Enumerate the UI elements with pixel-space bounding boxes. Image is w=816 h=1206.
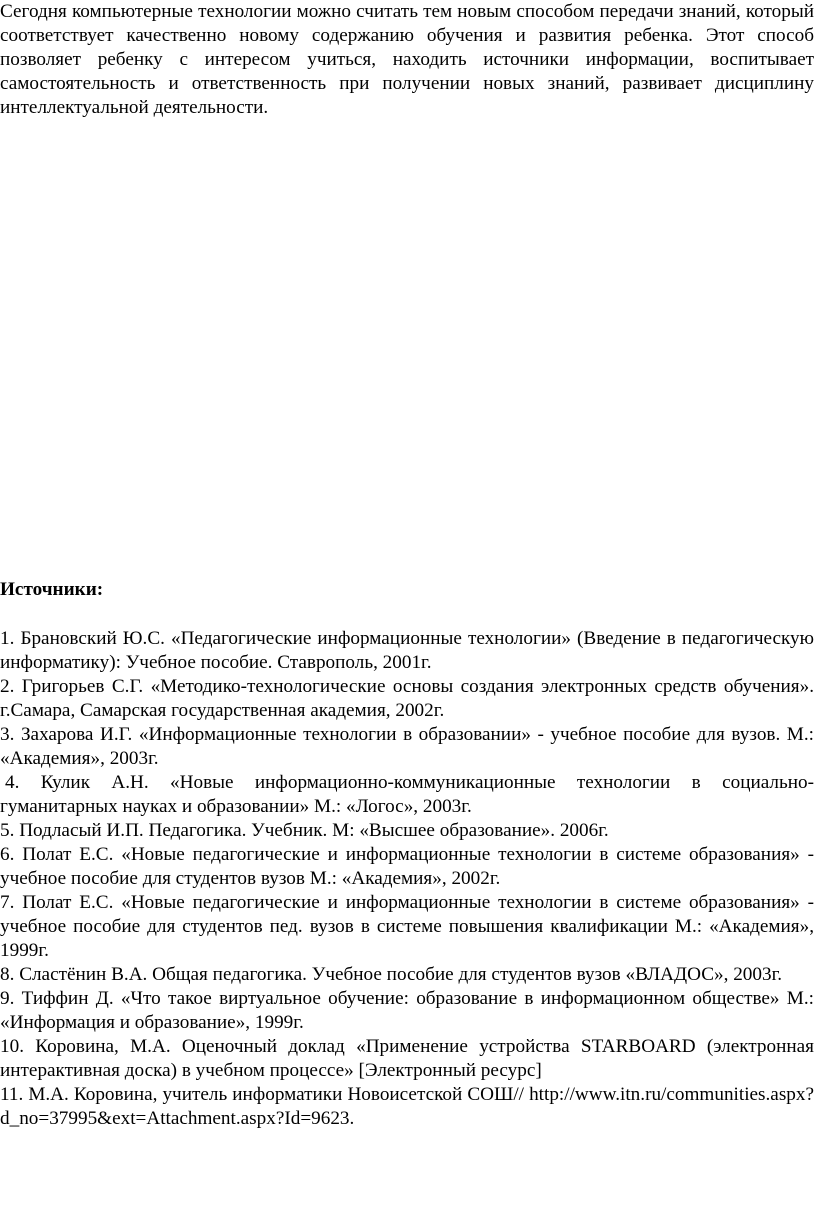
reference-item: 7. Полат Е.С. «Новые педагогические и информационные технологии в системе образования» - учебное пособие для студентов пед. вузов в системе повышения квалификации М.: «Академия», 1999г. — [0, 892, 814, 961]
reference-item: 8. Сластёнин В.А. Общая педагогика. Учебное пособие для студентов вузов «ВЛАДОС», 2003г. — [0, 964, 783, 985]
reference-item: 3. Захарова И.Г. «Информационные технологии в образовании» - учебное пособие для вузов. М.: «Академия», 2003г. — [0, 724, 814, 769]
reference-item: 10. Коровина, М.А. Оценочный доклад «Применение устройства STARBOARD (электронная интерактивная доска) в учебном процессе» [Электронный ресурс] — [0, 1036, 814, 1081]
reference-item: 6. Полат Е.С. «Новые педагогические и информационные технологии в системе образования» - учебное пособие для студентов вузов М.: «Академия», 2002г. — [0, 844, 814, 889]
reference-item: 11. М.А. Коровина, учитель информатики Новоисетской СОШ// http://www.itn.ru/communities.aspx?d_no=37995&ext=Attachment.aspx?Id=9623. — [0, 1084, 814, 1129]
reference-item: 1. Брановский Ю.С. «Педагогические информационные технологии» (Введение в педагогическую информатику): Учебное пособие. Ставрополь, 2001г. — [0, 628, 814, 673]
reference-item: 5. Подласый И.П. Педагогика. Учебник. М: «Высшее образование». 2006г. — [0, 820, 609, 841]
reference-item: 4. Кулик А.Н. «Новые информационно-коммуникационные технологии в социально-гуманитарных науках и образовании» М.: «Логос», 2003г. — [0, 772, 814, 817]
reference-item: 9. Тиффин Д. «Что такое виртуальное обучение: образование в информационном обществе» М.: «Информация и образование», 1999г. — [0, 988, 814, 1033]
reference-list — [0, 627, 814, 1131]
intro-paragraph: Сегодня компьютерные технологии можно считать тем новым способом передачи знаний, который соответствует качественно новому содержанию обучения и развития ребенка. Этот способ позволяет ребенку с интересом учиться, находить источники информации, воспитывает самостоятельность и ответственность при получении новых знаний, развивает дисциплину интеллектуальной деятельности. — [0, 1, 814, 118]
reference-item: 2. Григорьев С.Г. «Методико-технологические основы создания электронных средств обучения». г.Самара, Самарская государственная академия, 2002г. — [0, 676, 814, 721]
sources-heading: Источники: — [0, 579, 104, 600]
